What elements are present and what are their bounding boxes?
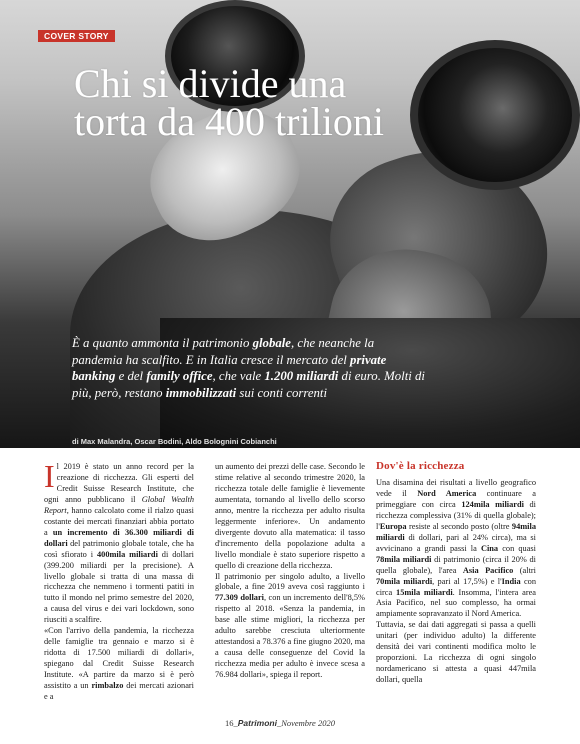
article-deck: È a quanto ammonta il patrimonio globale, che neanche la pandemia ha scalfito. E in Italia cresce il mercato del private banking e del family office, che vale 1.200 miliardi di euro. Molti di più, però, restano immobilizzati sui conti correnti	[72, 336, 425, 400]
paragraph: un aumento dei prezzi delle case. Secondo le stime relative al secondo trimestre 2020, la ricchezza totale delle famiglie è lievemente aumentata, tornando al livello dello scorso anno, mentre la ricchezza per adulto risulta leggermente inferiore». Un andamento divergente dovuto alla matematica: il tasso d'incremento della popolazione adulta a livello mondiale è stato superiore rispetto a quello di creazione della ricchezza.	[215, 462, 365, 570]
section-heading: Dov'è la ricchezza	[376, 460, 465, 472]
article-column-1	[44, 458, 194, 703]
article-column-2	[215, 462, 365, 681]
byline: di Max Malandra, Oscar Bodini, Aldo Bolognini Cobianchi	[72, 437, 277, 446]
paragraph: Il patrimonio per singolo adulto, a livello globale, a fine 2019 aveva così raggiunto i 77.309 dollari, con un incremento dell'8,5% rispetto al 2018. «Senza la pandemia, in base alle stime migliori, la ricchezza per adulto sarebbe cresciuta ulteriormente attestandosi a 78.376 a fine giugno 2020, ma a causa delle conseguenze del Covid la ricchezza media per adulto è invece scesa a 76.984 dollari», spiega il report.	[215, 571, 365, 680]
section-tag: COVER STORY	[38, 30, 115, 42]
paragraph: Una disamina dei risultati a livello geografico vede il Nord America continuare a primeggiare con circa 124mila miliardi di ricchezza complessiva (31% di quella globale); l'Europa resiste al secondo posto (oltre 94mila miliardi di dollari, pari al 24% circa), ma si avvicinano a grandi passi la Cina con quasi 78mila miliardi di patrimonio (circa il 20% di quella globale), l'area Asia Pacifico (altri 70mila miliardi, pari al 17,5%) e l'India con circa 15mila miliardi. Insomma, l'intera area Asia Pacifico, nel suo complesso, ha ormai ampiamente sopravanzato il Nord America.	[376, 478, 537, 619]
drop-cap: I	[44, 458, 55, 494]
paragraph: Il 2019 è stato un anno record per la creazione di ricchezza. Gli esperti del Credit Suisse Research Institute, che ogni anno pubblicano il Global Wealth Report, hanno calcolato come il rialzo quasi costante dei mercati finanziari abbia portato a un incremento di 36.300 miliardi di dollari del patrimonio globale totale, che ha così sfiorato i 400mila miliardi di dollari (399.200 miliardi per la precisione). A livello globale si tratta di una massa di ricchezza che nemmeno i tormenti patiti in tutto il mondo nel primo semestre del 2020, a causa del virus e dei vari lockdown, sono riusciti a scalfire.	[44, 458, 194, 625]
article-column-3	[376, 478, 536, 686]
binocular-lens-right	[410, 40, 580, 190]
page-title: Chi si divide una torta da 400 trilioni	[74, 61, 384, 144]
issue-date: Novembre 2020	[281, 718, 335, 728]
page-number: 16	[225, 718, 234, 728]
magazine-name: Patrimoni	[237, 718, 277, 728]
paragraph: «Con l'arrivo della pandemia, la ricchezza delle famiglie tra gennaio e marzo si è ridotta di 17.500 miliardi di dollari», spiegano dal Credit Suisse Research Institute. «A partire da marzo si è però assistito a un rimbalzo dei mercati azionari e a	[44, 626, 194, 702]
page-footer: 16_Patrimoni_Novembre 2020	[225, 718, 335, 728]
paragraph: Tuttavia, se dai dati aggregati si passa a quelli unitari (per individuo adulto) la differente densità dei vari continenti modifica molto le proporzioni. La ricchezza di ogni singolo nordamericano si attesta a quasi 447mila dollari, quella	[376, 620, 536, 685]
